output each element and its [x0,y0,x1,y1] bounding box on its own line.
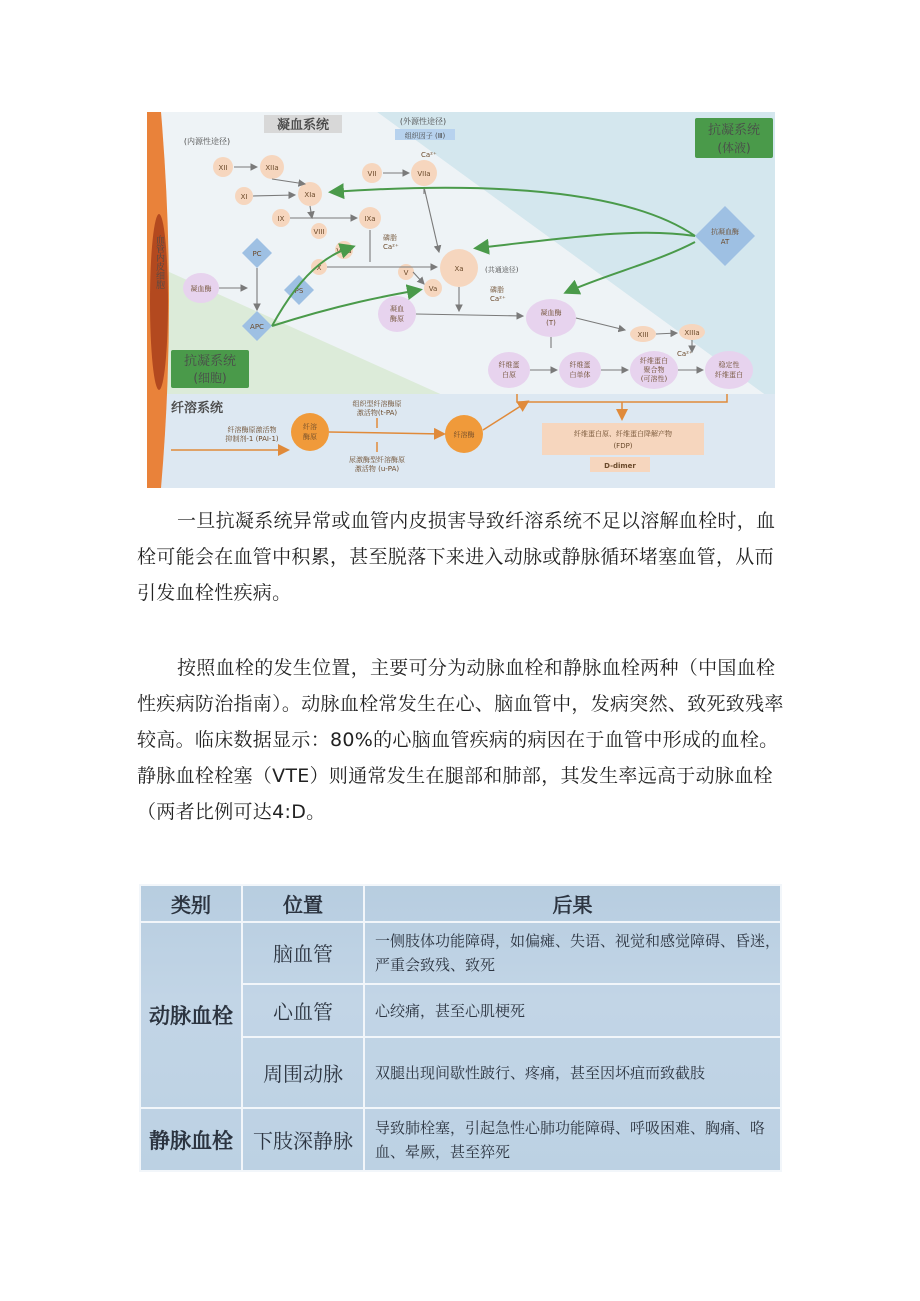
fdp-label-2: (FDP) [613,442,633,450]
pc-label: PC [252,250,262,258]
factor-IXa-label: IXa [364,215,376,223]
factor-X-label: X [316,264,322,272]
table-header-row [140,885,781,922]
anticoag-cell-title: 抗凝系统 [183,354,237,369]
at-label-1: 抗凝血酶 [711,228,739,236]
factor-XI-label: XI [240,193,248,201]
endothelium-label: 血管内皮细胞 [154,235,164,289]
thrombin-node [526,299,576,337]
category-venous: 静脉血栓 [140,1108,242,1171]
apc-label: APC [250,323,264,331]
ca-label-2: Ca²⁺ [383,243,399,251]
factor-XIIIa-label: XIIIa [684,329,700,337]
ca-label-1: Ca²⁺ [421,151,437,159]
coag-system-title: 凝血系统 [276,118,330,133]
fibrinogen-node [488,352,530,388]
factor-VIII-label: VIII [313,228,325,236]
factor-VII-label: VII [367,170,377,178]
tissue-factor-label: 组织因子 (Ⅲ) [404,132,446,140]
paragraph-1-text: 一旦抗凝系统异常或血管内皮损害导致纤溶系统不足以溶解血栓时，血栓可能会在血管中积累，甚至脱落下来进入动脉或静脉循环堵塞血管，从而引发血栓性疾病。 [137,510,776,604]
thrombin-left-label: 凝血酶 [190,285,212,293]
paragraph-thrombosis-cause [137,503,787,611]
fibrin-monomer-node [559,352,601,388]
tpa-label-2: 激活物(t-PA) [356,409,398,417]
tpa-label-1: 组织型纤溶酶原 [352,400,402,408]
factor-VIIa-label: VIIa [417,170,431,178]
fdp-label-1: 纤维蛋白原、纤维蛋白降解产物 [574,430,672,438]
ps-label: PS [294,287,304,295]
fibrinogen-label-1: 纤维蛋 [498,361,520,369]
result-cerebral: 一侧肢体功能障碍，如偏瘫、失语、视觉和感觉障碍、昏迷，严重会致残、致死 [364,922,781,985]
factor-Xa-label: Xa [454,265,464,273]
fdp-box [542,423,704,455]
fibrinolysis-title: 纤溶系统 [171,401,224,416]
ca-label-3: Ca²⁺ [490,295,506,303]
factor-XIII-label: XIII [637,331,649,339]
fibrin-polymer-label-2: 聚合物 [643,366,665,374]
fibrin-monomer-label-1: 纤维蛋 [569,361,591,369]
intrinsic-path-label: (内源性途径) [183,137,231,146]
prothrombin-label-2: 酶原 [390,315,404,323]
factor-IX-label: IX [277,215,285,223]
thrombin-label-2: (T) [546,319,556,327]
factor-VIIIa-label: VIIIa [336,247,352,255]
location-cerebral: 脑血管 [242,922,364,985]
coagulation-diagram [147,112,775,488]
thrombin-label-1: 凝血酶 [540,309,562,317]
anticoag-fluid-subtitle: (体液) [717,141,751,155]
category-arterial: 动脉血栓 [140,922,242,1109]
anticoag-fluid-title: 抗凝系统 [707,123,761,138]
upa-label-1: 尿激酶型纤溶酶原 [349,456,405,464]
fibrin-polymer-label-3: (可溶性) [640,375,668,383]
phospholipid-label-1: 磷脂 [383,234,397,242]
result-peripheral: 双腿出现间歇性跛行、疼痛，甚至因坏疽而致截肢 [364,1037,781,1108]
table-row [140,922,781,985]
pai-label-2: 抑制剂-1 (PAI-1) [225,435,279,443]
result-deep-vein: 导致肺栓塞，引起急性心肺功能障碍、呼吸困难、胸痛、咯血、晕厥，甚至猝死 [364,1108,781,1171]
ca-label-4: Ca²⁺ [677,350,693,358]
paragraph-thrombosis-types [137,650,787,830]
upa-label-2: 激活物 (u-PA) [354,465,400,473]
at-label-2: AT [720,238,730,246]
factor-Va-label: Va [428,285,438,293]
header-category: 类别 [140,885,242,922]
header-result: 后果 [364,885,781,922]
location-cardiac: 心血管 [242,984,364,1037]
stable-fibrin-node [705,351,753,389]
prothrombin-node [378,296,416,332]
plasminogen-label-2: 酶原 [303,433,317,441]
stable-fibrin-label-1: 稳定性 [718,361,740,369]
table-row [140,1108,781,1171]
factor-XIa-label: XIa [304,191,316,199]
phospholipid-label-2: 磷脂 [490,286,504,294]
plasmin-label: 纤溶酶 [453,431,475,439]
pai-label-1: 纤溶酶原激活物 [227,426,277,434]
location-peripheral: 周围动脉 [242,1037,364,1108]
factor-V-label: V [403,269,409,277]
plasminogen-label-1: 纤溶 [303,423,317,431]
common-path-label: (共通途径) [485,266,519,274]
result-cardiac: 心绞痛，甚至心肌梗死 [364,984,781,1037]
fibrin-polymer-label-1: 纤维蛋白 [640,357,668,365]
extrinsic-path-label: (外源性途径) [399,117,447,126]
paragraph-2-text: 按照血栓的发生位置，主要可分为动脉血栓和静脉血栓两种（中国血栓性疾病防治指南）。动脉血栓常发生在心、脑血管中，发病突然、致死致残率较高。临床数据显示：80%的心脑血管疾病的病因在于血管中形成的血栓。静脉血栓栓塞（VTE）则通常发生在腿部和肺部，其发生率远高于动脉血栓（两者比例可达4:D。 [137,657,784,823]
factor-XII-label: XII [218,164,228,172]
header-location: 位置 [242,885,364,922]
fibrinogen-label-2: 白原 [502,371,516,379]
prothrombin-label-1: 凝血 [390,305,404,313]
fibrin-monomer-label-2: 白单体 [569,371,591,379]
thrombosis-table [139,884,782,1172]
location-deep-vein: 下肢深静脉 [242,1108,364,1171]
stable-fibrin-label-2: 纤维蛋白 [715,371,743,379]
anticoag-cell-subtitle: (细胞) [193,371,227,385]
factor-XIIa-label: XIIa [265,164,279,172]
ddimer-label: D-dimer [604,462,636,470]
plasminogen-node [291,413,329,451]
